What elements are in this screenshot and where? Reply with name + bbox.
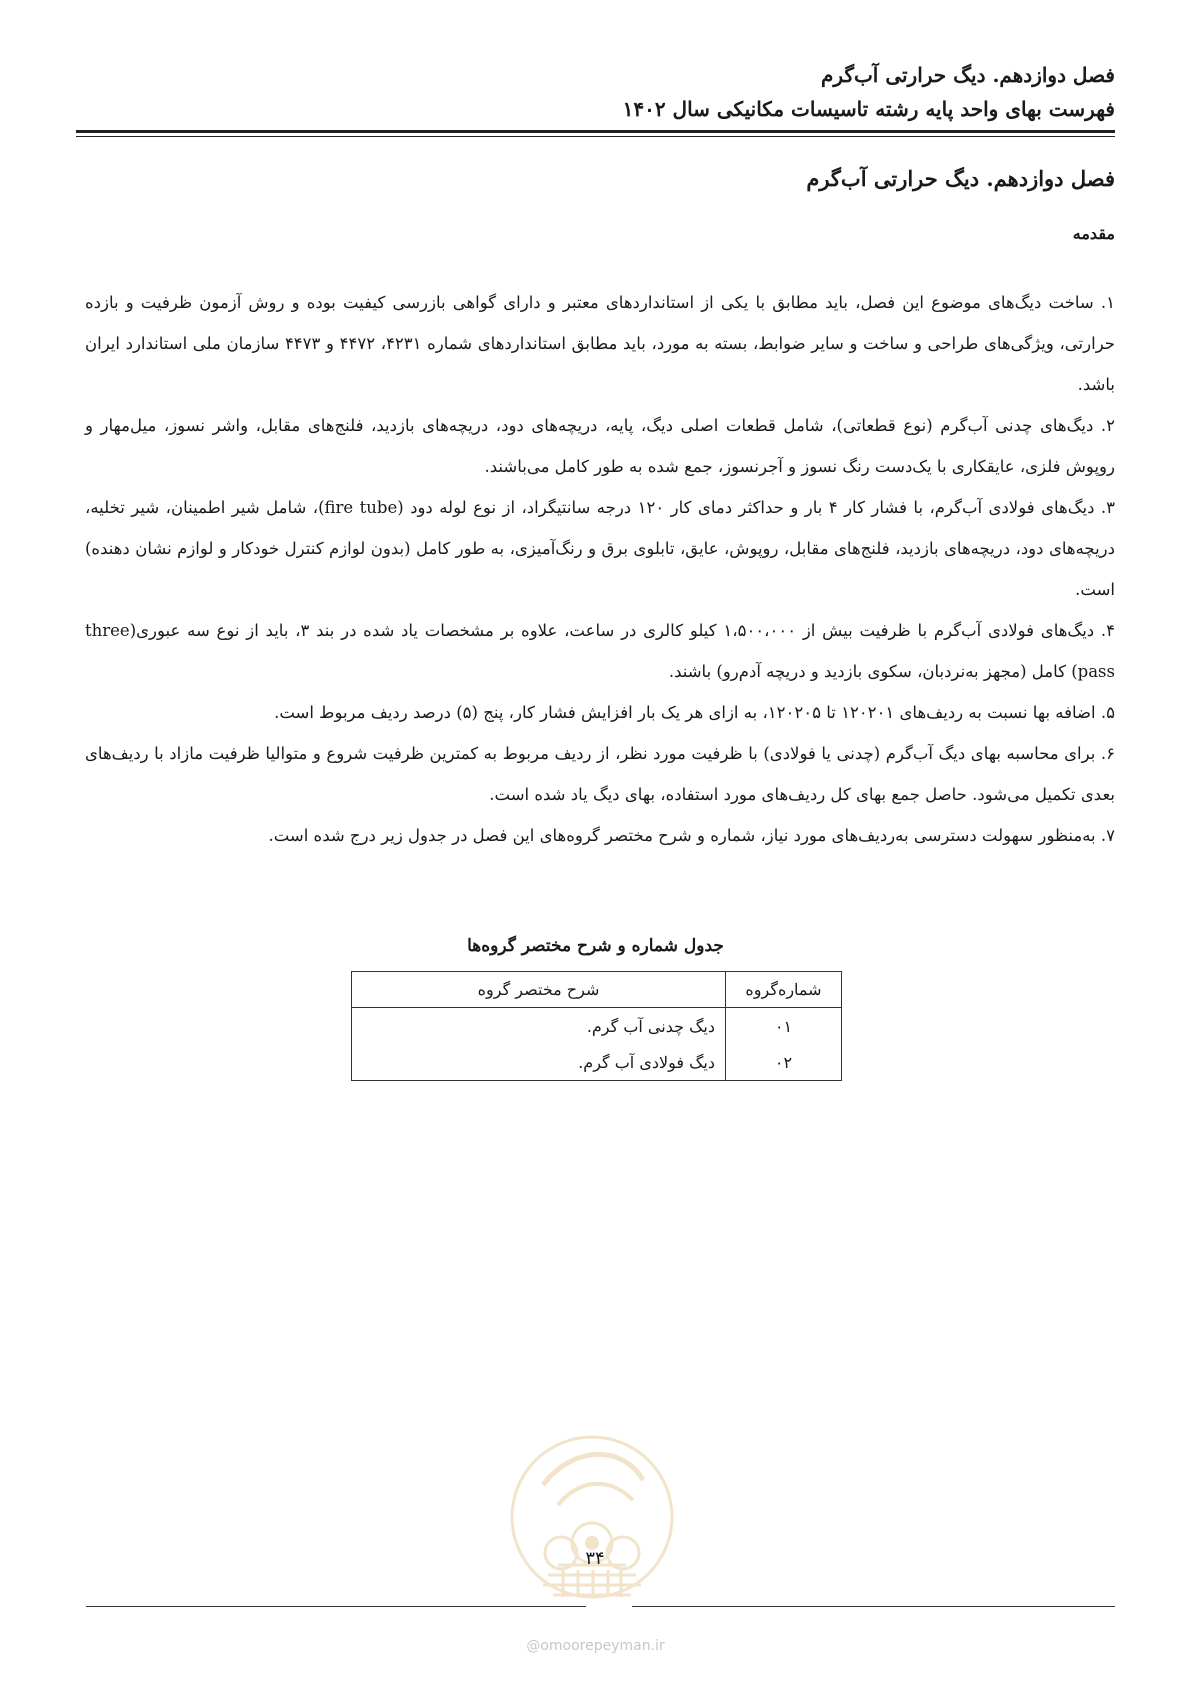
- table-title: جدول شماره و شرح مختصر گروه‌ها: [467, 936, 724, 956]
- group-number: ۰۲: [726, 1044, 842, 1081]
- footer-rule-right: [632, 1606, 1115, 1607]
- publisher-seal-icon: [503, 1425, 681, 1610]
- body-text: [85, 282, 1115, 856]
- table-header-row: [352, 972, 842, 1008]
- header-rule-thick: [76, 130, 1115, 133]
- intro-heading: مقدمه: [1072, 224, 1115, 243]
- table-row: [352, 1008, 842, 1045]
- section-title: فصل دوازدهم. دیگ حرارتی آب‌گرم: [806, 166, 1115, 191]
- page-header: [76, 58, 1115, 126]
- header-group-number: شماره‌گروه: [726, 972, 842, 1008]
- group-description: دیگ چدنی آب گرم.: [352, 1008, 726, 1045]
- table-row: [352, 1044, 842, 1081]
- header-rule-thin: [76, 136, 1115, 137]
- groups-table: [351, 971, 842, 1081]
- header-book-title: فهرست بهای واحد پایه رشته تاسیسات مکانیکی سال ۱۴۰۲: [622, 97, 1115, 121]
- header-chapter-title: فصل دوازدهم. دیگ حرارتی آب‌گرم: [821, 63, 1115, 87]
- paragraph-4: ۴. دیگ‌های فولادی آب‌گرم با ظرفیت بیش از ۱،۵۰۰،۰۰۰ کیلو کالری در ساعت، علاوه بر مشخصات یاد شده در بند ۳، باید از نوع سه عبوری(three pass) کامل (مجهز به‌نردبان، سکوی بازدید و دریچه آدم‌رو) باشند.: [85, 621, 1116, 681]
- group-number: ۰۱: [726, 1008, 842, 1045]
- watermark-text: @omoorepeyman.ir: [526, 1638, 665, 1654]
- footer-rule-left: [86, 1606, 586, 1607]
- group-description: دیگ فولادی آب گرم.: [352, 1044, 726, 1081]
- page-number: ۳۴: [585, 1548, 605, 1569]
- paragraph-3: ۳. دیگ‌های فولادی آب‌گرم، با فشار کار ۴ بار و حداکثر دمای کار ۱۲۰ درجه سانتیگراد، از نوع لوله دود (fire tube)، شامل شیر اطمینان، شیر تخلیه، دریچه‌های دود، دریچه‌های بازدید، فلنج‌های مقابل، روپوش، عایق، تابلوی برق و رنگ‌آمیزی، به طور کامل (بدون لوازم کنترل خودکار و لوازم نشان دهنده) است.: [85, 498, 1115, 599]
- paragraph-7: ۷. به‌منظور سهولت دسترسی به‌ردیف‌های مورد نیاز، شماره و شرح مختصر گروه‌های این فصل در جدول زیر درج شده است.: [268, 826, 1115, 845]
- paragraph-5: ۵. اضافه بها نسبت به ردیف‌های ۱۲۰۲۰۱ تا ۱۲۰۲۰۵، به ازای هر یک بار افزایش فشار کار، پنج (۵) درصد ردیف مربوط است.: [274, 703, 1115, 722]
- header-group-description: شرح مختصر گروه: [352, 972, 726, 1008]
- paragraph-6: ۶. برای محاسبه بهای دیگ آب‌گرم (چدنی یا فولادی) با ظرفیت مورد نظر، از ردیف مربوط به کمترین ظرفیت شروع و متوالیا ظرفیت مازاد با ردیف‌های بعدی تکمیل می‌شود. حاصل جمع بهای کل ردیف‌های مورد استفاده، بهای دیگ یاد شده است.: [85, 744, 1115, 804]
- paragraph-2: ۲. دیگ‌های چدنی آب‌گرم (نوع قطعاتی)، شامل قطعات اصلی دیگ، پایه، دریچه‌های دود، دریچه‌های بازدید، فلنج‌های مقابل، واشر نسوز، میل‌مهار و روپوش فلزی، عایقکاری با یک‌دست رنگ نسوز و آجرنسوز، جمع شده به طور کامل می‌باشند.: [85, 416, 1115, 476]
- paragraph-1: ۱. ساخت دیگ‌های موضوع این فصل، باید مطابق با یکی از استانداردهای معتبر و دارای گواهی بازرسی کیفیت بوده و روش آزمون ظرفیت و بازده حرارتی، ویژگی‌های طراحی و ساخت و سایر ضوابط، بسته به مورد، باید مطابق استانداردهای شماره ۴۲۳۱، ۴۴۷۲ و ۴۴۷۳ سازمان ملی استاندارد ایران باشد.: [85, 293, 1116, 394]
